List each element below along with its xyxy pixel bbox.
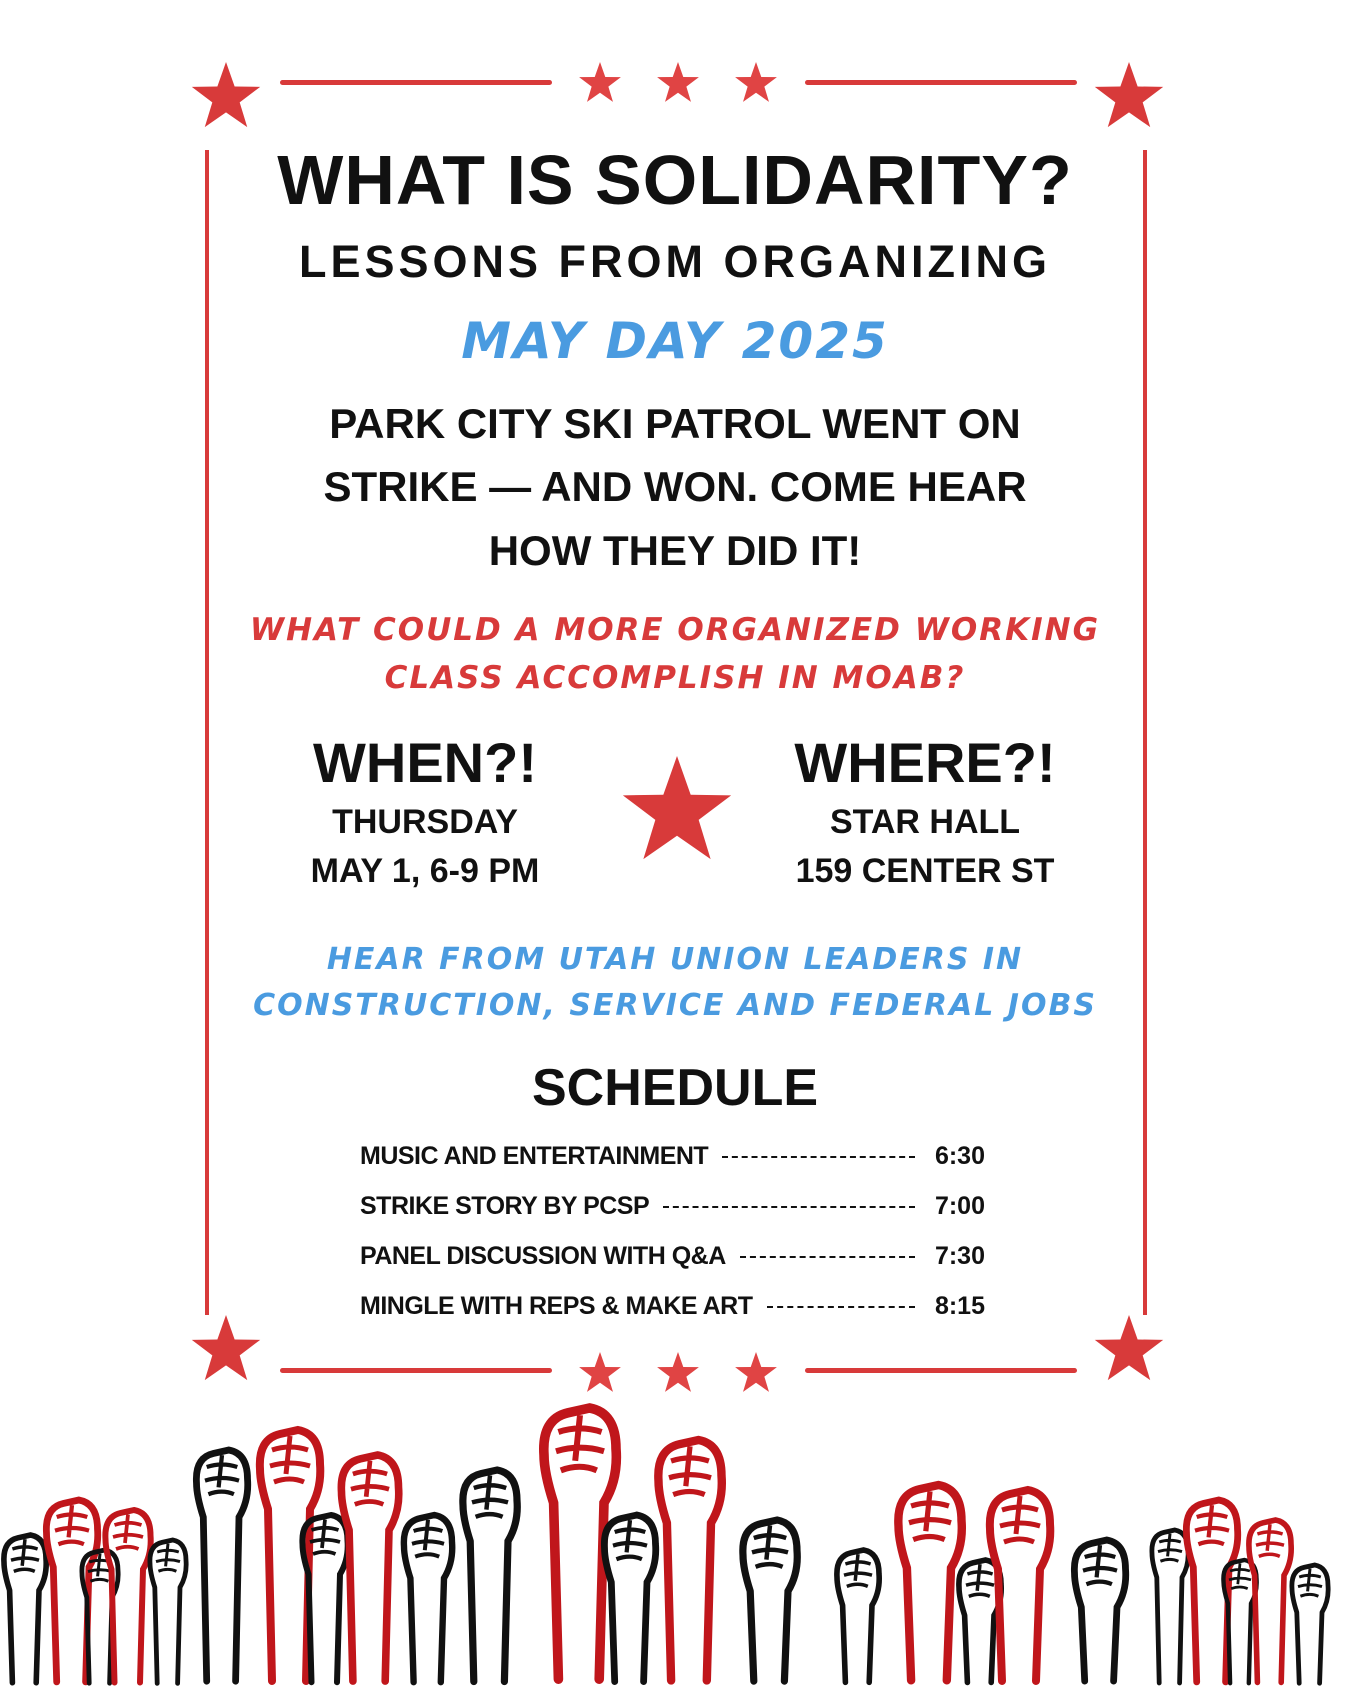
schedule-item [360, 1292, 985, 1321]
star-icon [578, 62, 622, 106]
raised-fist-icon [105, 1510, 150, 1683]
raised-fist-icon [463, 1470, 517, 1682]
schedule-item [360, 1242, 985, 1271]
schedule-item [360, 1142, 985, 1171]
raised-fist-icon [837, 1550, 879, 1682]
raised-fist-icon [743, 1520, 797, 1681]
schedule-heading: SCHEDULE [531, 1059, 819, 1117]
raised-fist-icon [1152, 1530, 1188, 1683]
raised-fist-icon [1292, 1565, 1328, 1683]
raised-fists-illustration [0, 1400, 1350, 1687]
star-icon [578, 1352, 622, 1396]
schedule-item [360, 1192, 985, 1221]
star-icon [190, 1315, 262, 1387]
raised-fist-icon [990, 1490, 1050, 1681]
raised-fist-icon [604, 1515, 655, 1682]
when-block [290, 730, 560, 891]
star-icon [190, 62, 262, 134]
schedule-label: MINGLE WITH REPS & MAKE ART [360, 1292, 753, 1320]
where-address: 159 CENTER ST [795, 852, 1055, 890]
speakers-line: HEAR FROM UTAH UNION LEADERS IN [326, 942, 1024, 977]
subtitle: LESSONS FROM ORGANIZING [298, 236, 1051, 287]
star-icon [734, 62, 778, 106]
raised-fist-icon [1074, 1540, 1125, 1681]
raised-fist-icon [1249, 1520, 1291, 1682]
star-icon [1093, 62, 1165, 134]
when-date: MAY 1, 6-9 PM [310, 852, 540, 890]
where-block [785, 730, 1065, 891]
star-icon [734, 1352, 778, 1396]
event-name: MAY DAY 2025 [461, 312, 889, 370]
schedule-label: STRIKE STORY BY PCSP [360, 1192, 650, 1220]
schedule-label: PANEL DISCUSSION WITH Q&A [360, 1242, 726, 1270]
schedule-time: 6:30 [934, 1142, 985, 1170]
intro-line: HOW THEY DID IT! [488, 527, 862, 574]
schedule-time: 8:15 [934, 1292, 985, 1320]
question-line: CLASS ACCOMPLISH IN MOAB? [384, 660, 966, 696]
where-heading: WHERE?! [794, 731, 1056, 794]
raised-fist-icon [4, 1535, 46, 1683]
when-day: THURSDAY [332, 803, 518, 841]
raised-fist-icon [658, 1440, 721, 1680]
question-line: WHAT COULD A MORE ORGANIZED WORKING [249, 612, 1101, 648]
raised-fist-icon [150, 1540, 186, 1683]
where-venue: STAR HALL [829, 803, 1021, 841]
star-icon [656, 1352, 700, 1396]
schedule-label: MUSIC AND ENTERTAINMENT [360, 1142, 709, 1170]
raised-fist-icon [404, 1515, 452, 1682]
intro-line: PARK CITY SKI PATROL WENT ON [329, 400, 1021, 447]
star-icon [620, 756, 734, 870]
raised-fist-icon [196, 1450, 247, 1681]
when-heading: WHEN?! [313, 731, 537, 794]
raised-fist-icon [341, 1455, 398, 1681]
raised-fist-icon [898, 1485, 961, 1680]
schedule-time: 7:00 [934, 1192, 985, 1220]
page-title: WHAT IS SOLIDARITY? [277, 141, 1073, 219]
schedule-time: 7:30 [934, 1242, 985, 1270]
star-icon [1093, 1315, 1165, 1387]
intro-line: STRIKE — AND WON. COME HEAR [323, 463, 1027, 510]
star-icon [656, 62, 700, 106]
speakers-line: CONSTRUCTION, SERVICE AND FEDERAL JOBS [253, 988, 1097, 1023]
